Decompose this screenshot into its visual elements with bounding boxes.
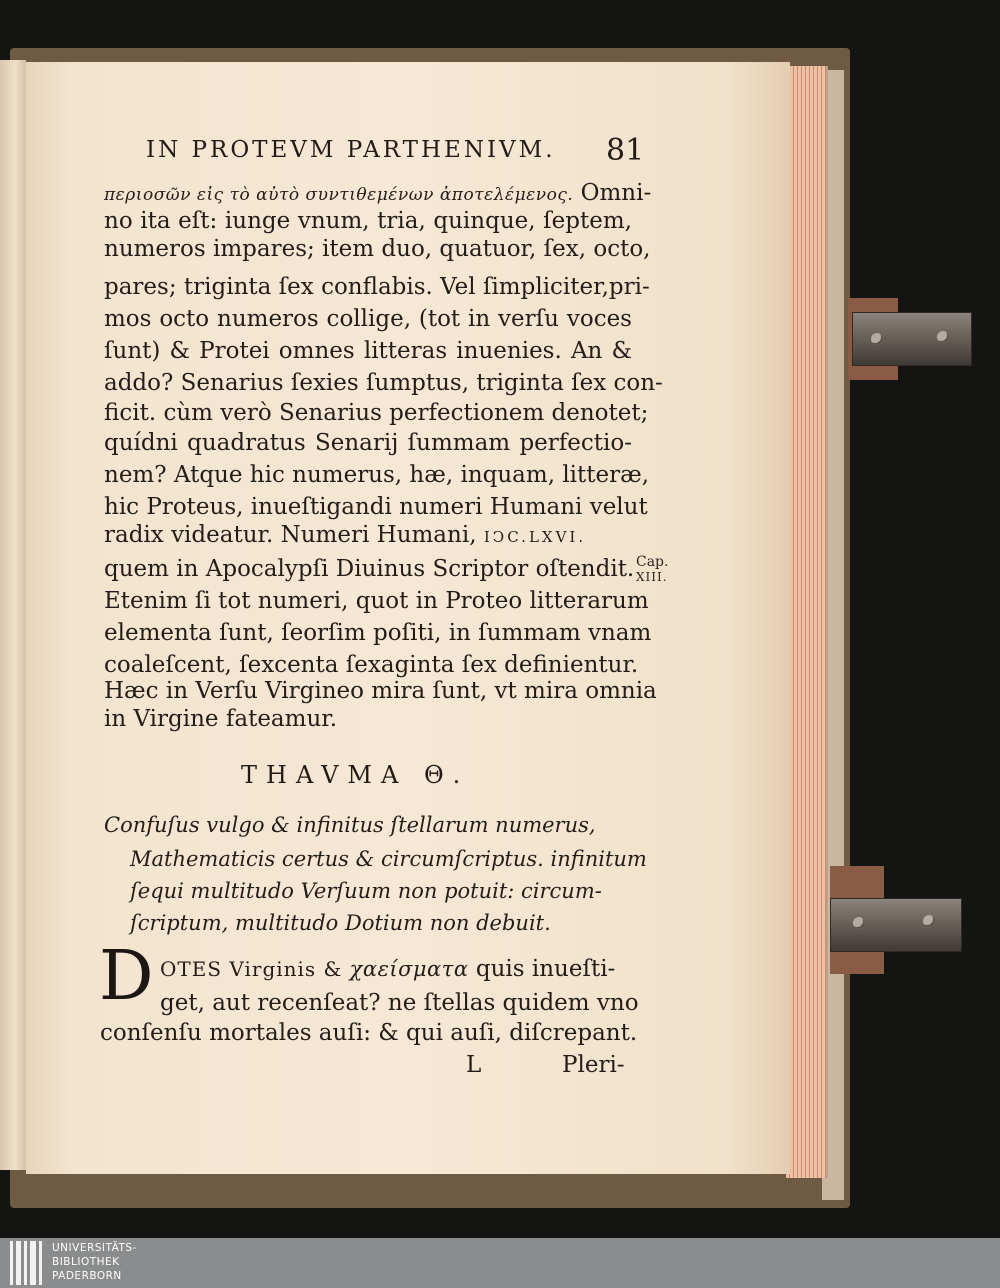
text-line: pares; triginta ſex conflabis. Vel ſimpliciter,pri-	[104, 274, 650, 300]
text-line	[160, 956, 622, 982]
text-line: get, aut recenſeat? ne ſtellas quidem vno	[160, 990, 639, 1016]
text-line: elementa ſunt, ſeorſim poſiti, in ſummam vnam	[104, 620, 652, 646]
text-line	[104, 180, 652, 208]
text-line: Hæc in Verſu Virgineo mira ſunt, vt mira omnia	[104, 678, 657, 704]
page-number: 81	[606, 133, 645, 168]
text-line: conſenſu mortales auſi: & qui auſi, diſcrepant.	[100, 1020, 638, 1046]
show-through-text	[620, 700, 780, 960]
text-line: quem in Apocalypſi Diuinus Scriptor oſtendit.	[104, 556, 635, 582]
text-line: numeros impares; item duo, quatuor, ſex, octo,	[104, 236, 651, 262]
text-line	[104, 522, 632, 550]
text-line: ficit. cùm verò Senarius perfectionem denotet;	[104, 400, 649, 426]
running-head: IN PROTEVM PARTHENIVM.	[146, 137, 556, 163]
roman-numeral: IↃC.LXVI.	[483, 528, 587, 546]
clasp-bottom	[830, 898, 962, 952]
signature-mark: L	[466, 1052, 482, 1078]
text-line: mos octo numeros collige, (tot in verſu voces	[104, 306, 632, 332]
italic-summary-line: ſequi multitudo Verſuum non potuit: circum-	[130, 879, 602, 903]
text-line: Etenim ſi tot numeri, quot in Proteo litterarum	[104, 588, 649, 614]
catchword: Pleri-	[562, 1052, 625, 1078]
library-name	[52, 1241, 137, 1283]
rivet-icon	[923, 915, 935, 927]
rivet-icon	[853, 917, 865, 929]
text-line: ſunt) & Protei omnes litteras inuenies. An &	[104, 338, 632, 364]
italic-summary-line: ſcriptum, multitudo Dotium non debuit.	[130, 911, 551, 935]
text-line: addo? Senarius ſexies ſumptus, triginta ſex con-	[104, 370, 663, 396]
margin-note-line: XIII.	[636, 570, 668, 584]
line-tail: quis inueſti-	[475, 956, 616, 982]
left-page-edge	[0, 60, 26, 1170]
greek-word: χαείσματα	[349, 957, 469, 981]
text-line: hic Proteus, inueſtigandi numeri Humani velut	[104, 494, 648, 520]
margin-note	[636, 555, 668, 585]
line-text: radix videatur. Numeri Humani,	[104, 522, 477, 548]
rivet-icon	[871, 333, 883, 345]
footer-bar	[0, 1238, 1000, 1288]
rivet-icon	[937, 331, 949, 343]
library-name-line: PADERBORN	[52, 1270, 122, 1282]
page-stack-edges	[786, 66, 826, 1178]
drop-capital: D	[99, 937, 154, 1016]
line-tail: Omni-	[580, 180, 652, 206]
clasp-top	[852, 312, 972, 366]
greek-phrase: περιοσῶν εἰς τὸ αὐτὸ συντιθεμένων ἀποτελέμενος.	[104, 185, 574, 205]
library-name-line: UNIVERSITÄTS-	[52, 1242, 137, 1254]
text-line: quídni quadratus Senarij ſummam perfectio-	[104, 430, 632, 456]
section-heading: THAVMA Θ.	[241, 761, 470, 789]
margin-note-line: Cap.	[636, 554, 669, 570]
text-line: in Virgine fateamur.	[104, 706, 338, 732]
text-line: nem? Atque hic numerus, hæ, inquam, litteræ,	[104, 462, 650, 488]
library-logo-icon	[8, 1241, 46, 1285]
library-name-line: BIBLIOTHEK	[52, 1256, 120, 1268]
text-line: coaleſcent, ſexcenta ſexaginta ſex definientur.	[104, 652, 639, 678]
italic-summary-line: Confuſus vulgo & infinitus ſtellarum numerus,	[104, 813, 596, 837]
line-text: OTES Virginis &	[160, 957, 343, 981]
italic-summary-line: Mathematicis certus & circumſcriptus. infinitum	[130, 847, 647, 871]
text-line: no ita eſt: iunge vnum, tria, quinque, ſeptem,	[104, 208, 632, 234]
